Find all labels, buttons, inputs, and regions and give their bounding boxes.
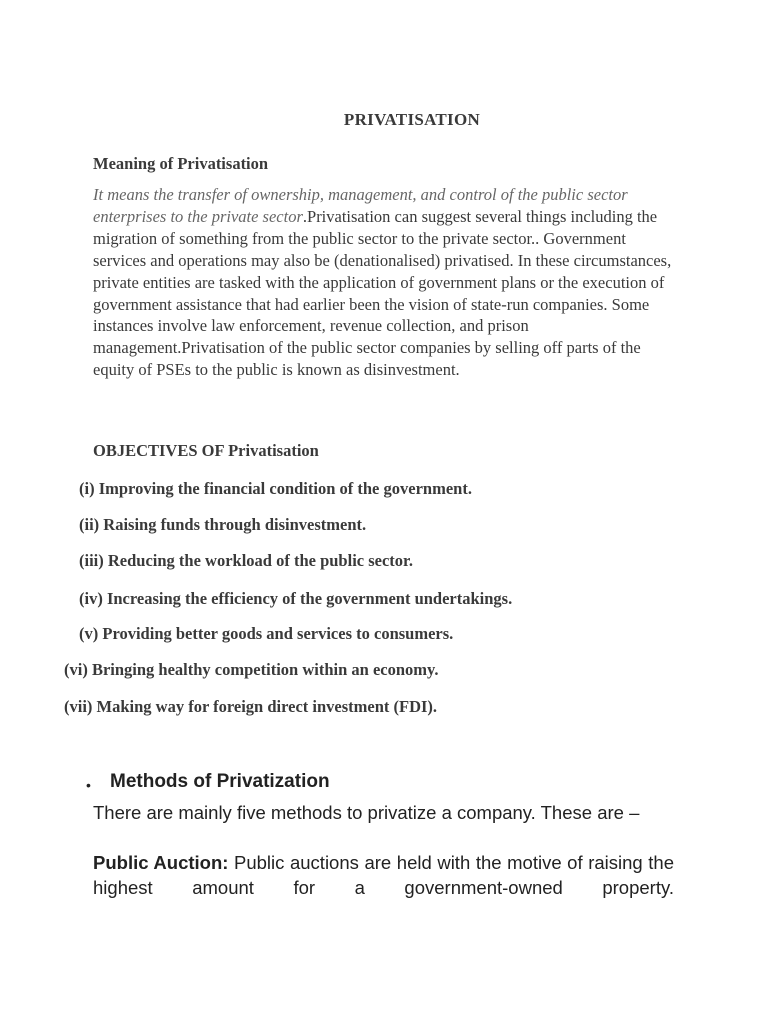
public-auction-label: Public Auction: — [93, 852, 229, 873]
objective-item-1: (i) Improving the financial condition of the government. — [79, 479, 472, 498]
meaning-body-text: .Privatisation can suggest several things including the migration of something from the public sector to the private sector.. Government services and operations may also be (denationalised) privatised. In these circumstances, private entities are tasked with the application of government plans or the execution of government assistance that had earlier been the vision of state-run companies. Some instances involve law enforcement, revenue collection, and prison management.Privatisation of the public sector companies by selling off parts of the equity of PSEs to the public is known as disinvestment. — [93, 206, 672, 380]
page-title: PRIVATISATION — [343, 110, 481, 129]
objective-item-3: (iii) Reducing the workload of the public sector. — [79, 551, 413, 570]
meaning-heading: Meaning of Privatisation — [93, 154, 269, 173]
meaning-paragraph — [93, 184, 683, 381]
bullet-icon: • — [86, 777, 91, 793]
methods-heading: Methods of Privatization — [110, 771, 330, 792]
objective-item-2: (ii) Raising funds through disinvestment. — [79, 515, 367, 534]
objective-item-6: (vi) Bringing healthy competition within an economy. — [64, 660, 439, 679]
objective-item-4: (iv) Increasing the efficiency of the government undertakings. — [79, 589, 513, 608]
definition-text: It means the transfer of ownership, management, and control of the public sector enterprises to the private sector — [93, 185, 628, 226]
methods-intro: There are mainly five methods to privatize a company. These are – — [93, 802, 640, 823]
public-auction-paragraph — [93, 850, 674, 900]
objectives-heading: OBJECTIVES OF Privatisation — [93, 441, 319, 460]
objective-item-7: (vii) Making way for foreign direct investment (FDI). — [64, 697, 438, 716]
public-auction-text: Public auctions are held with the motive of raising the highest amount for a government-owned property. — [93, 852, 674, 898]
objective-item-5: (v) Providing better goods and services to consumers. — [79, 624, 454, 643]
